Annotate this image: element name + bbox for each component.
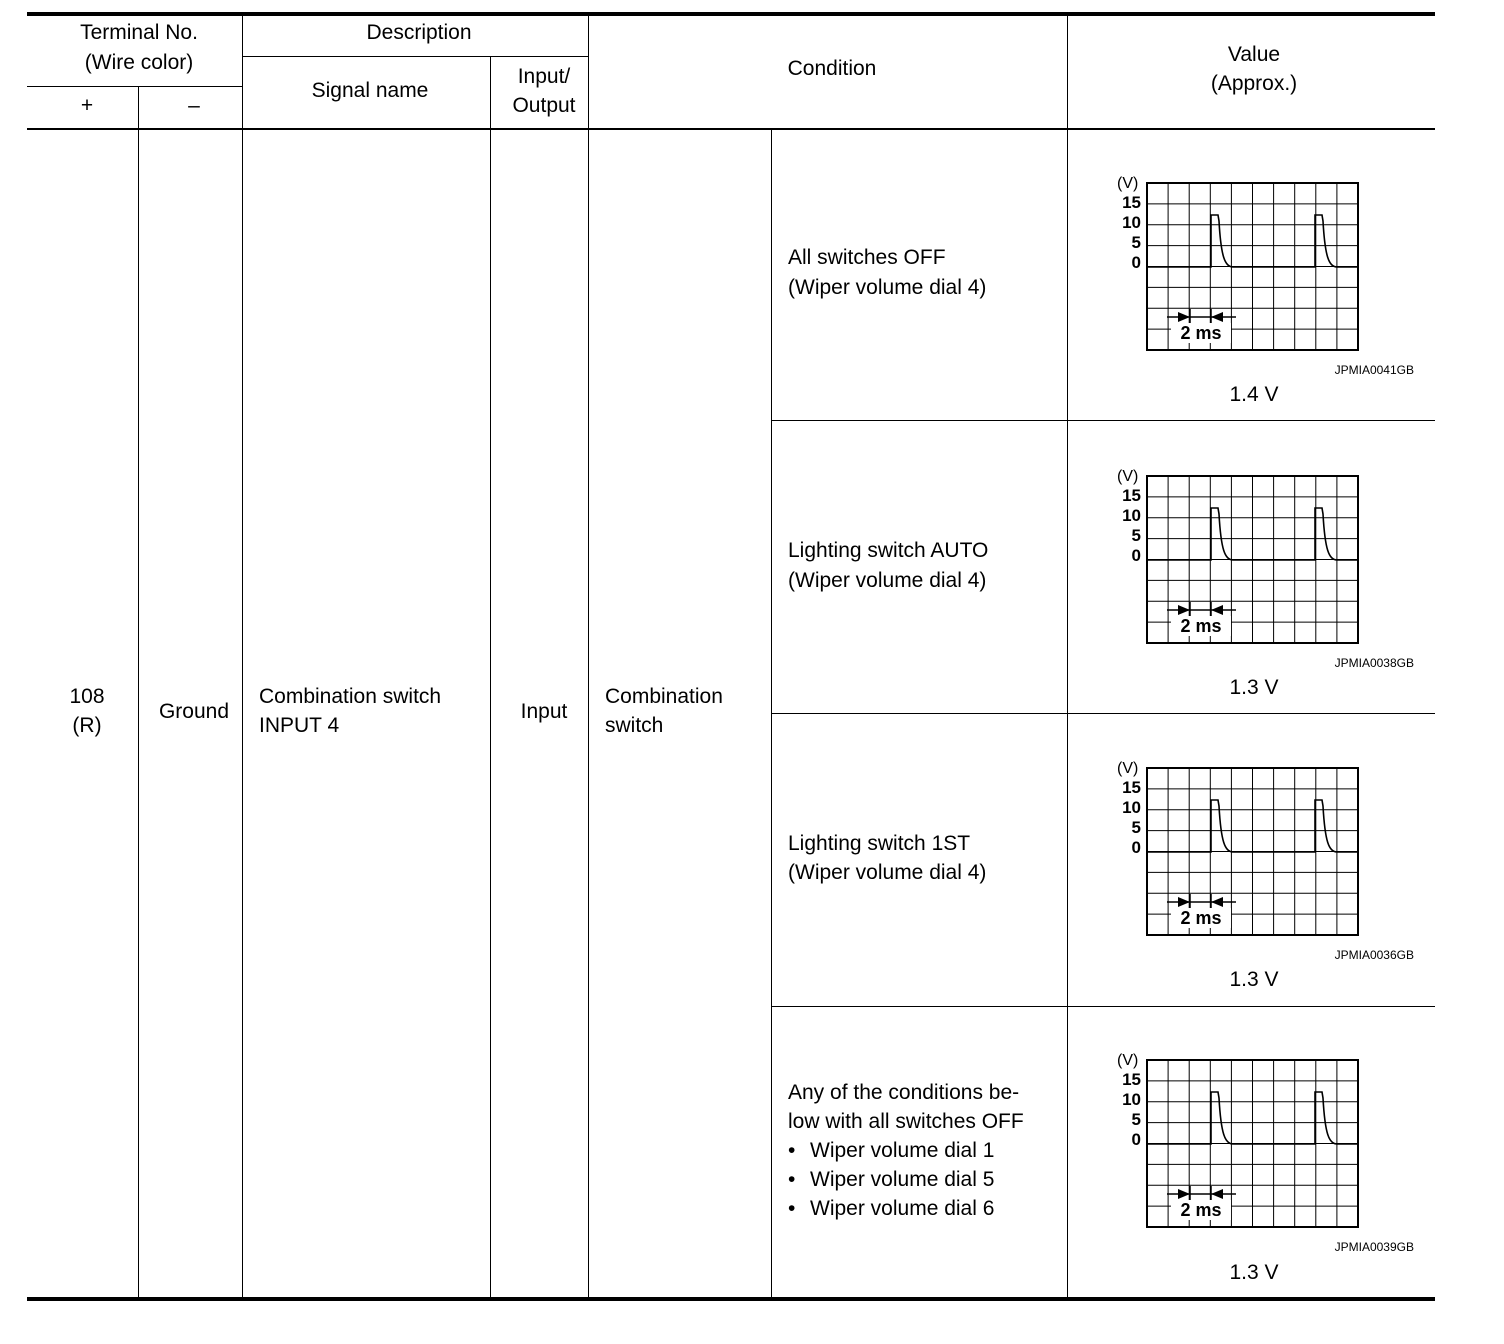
oscilloscope-chart-1 — [1114, 170, 1414, 385]
oscilloscope-svg — [1114, 755, 1414, 970]
time-marker-arrow — [1211, 1189, 1223, 1199]
oscilloscope-svg — [1114, 463, 1414, 678]
time-label: 2 ms — [1180, 1200, 1222, 1220]
tick-label: 5 — [1131, 526, 1141, 545]
tick-label: 0 — [1131, 253, 1141, 272]
header-input: Input/ — [517, 65, 571, 88]
condition-4-line2: low with all switches OFF — [788, 1110, 1024, 1133]
header-bottom-border — [27, 128, 1435, 130]
input-output-value: Input — [520, 700, 568, 723]
condition-1-line2: (Wiper volume dial 4) — [788, 276, 987, 299]
tick-label: 15 — [1122, 1070, 1141, 1089]
tick-label: 0 — [1131, 1130, 1141, 1149]
signal-name-line2: INPUT 4 — [259, 714, 340, 737]
terminal-underline — [27, 86, 243, 87]
condition-divider-3 — [772, 1006, 1435, 1007]
time-label: 2 ms — [1180, 908, 1222, 928]
time-marker-arrow — [1211, 897, 1223, 907]
time-marker-arrow — [1211, 312, 1223, 322]
condition-main-line1: Combination — [605, 685, 723, 708]
tick-label: 10 — [1122, 213, 1141, 232]
oscilloscope-chart-2 — [1114, 463, 1414, 678]
col-divider-desc-condition — [588, 14, 589, 1298]
terminal-plus-number: 108 — [69, 685, 105, 708]
tick-label: 15 — [1122, 486, 1141, 505]
header-condition: Condition — [787, 57, 877, 80]
header-terminal-no: Terminal No. — [80, 21, 198, 44]
header-wire-color: (Wire color) — [84, 51, 194, 74]
col-divider-terminal-desc — [242, 14, 243, 1298]
tick-label: 5 — [1131, 233, 1141, 252]
condition-2-line1: Lighting switch AUTO — [788, 539, 989, 562]
tick-label: 0 — [1131, 838, 1141, 857]
col-divider-signal-io — [490, 56, 491, 1298]
figure-code: JPMIA0038GB — [1334, 656, 1414, 670]
condition-4-bullets — [788, 1136, 994, 1223]
terminal-minus: Ground — [158, 700, 230, 723]
tick-label: 10 — [1122, 1090, 1141, 1109]
condition-4-line1: Any of the conditions be- — [788, 1081, 1020, 1104]
condition-divider-2 — [772, 713, 1435, 714]
table-top-border — [27, 12, 1435, 16]
unit-label: (V) — [1117, 468, 1139, 485]
time-marker-arrow — [1211, 605, 1223, 615]
tick-label: 15 — [1122, 778, 1141, 797]
condition-3-line2: (Wiper volume dial 4) — [788, 861, 987, 884]
unit-label: (V) — [1117, 1052, 1139, 1069]
figure-code: JPMIA0036GB — [1334, 948, 1414, 962]
oscilloscope-chart-4 — [1114, 1047, 1414, 1262]
oscilloscope-svg — [1114, 1047, 1414, 1262]
time-marker-arrow — [1178, 605, 1190, 615]
terminal-plus-color: (R) — [72, 714, 102, 737]
unit-label: (V) — [1117, 175, 1139, 192]
unit-label: (V) — [1117, 760, 1139, 777]
oscilloscope-chart-3 — [1114, 755, 1414, 970]
table-bottom-border — [27, 1297, 1435, 1301]
tick-label: 0 — [1131, 546, 1141, 565]
value-1: 1.4 V — [1229, 383, 1279, 406]
time-marker-arrow — [1178, 897, 1190, 907]
header-approx: (Approx.) — [1210, 72, 1298, 95]
time-label: 2 ms — [1180, 616, 1222, 636]
header-plus: + — [80, 94, 94, 117]
condition-divider-1 — [772, 420, 1435, 421]
header-minus: – — [188, 94, 200, 117]
time-marker-arrow — [1178, 1189, 1190, 1199]
condition-3-line1: Lighting switch 1ST — [788, 832, 971, 855]
value-4: 1.3 V — [1229, 1261, 1279, 1284]
bullet-item: • Wiper volume dial 5 — [788, 1165, 994, 1194]
figure-code: JPMIA0041GB — [1334, 363, 1414, 377]
tick-label: 15 — [1122, 193, 1141, 212]
col-divider-condition-sub — [771, 128, 772, 1298]
bullet-item: • Wiper volume dial 1 — [788, 1136, 994, 1165]
col-divider-plus-minus — [138, 86, 139, 1298]
time-label: 2 ms — [1180, 323, 1222, 343]
header-output: Output — [512, 94, 576, 117]
tick-label: 10 — [1122, 798, 1141, 817]
condition-main-line2: switch — [605, 714, 664, 737]
figure-code: JPMIA0039GB — [1334, 1240, 1414, 1254]
header-value: Value — [1227, 43, 1281, 66]
value-2: 1.3 V — [1229, 676, 1279, 699]
condition-2-line2: (Wiper volume dial 4) — [788, 569, 987, 592]
condition-1-line1: All switches OFF — [788, 246, 946, 269]
col-divider-condition-value — [1067, 14, 1068, 1298]
tick-label: 5 — [1131, 1110, 1141, 1129]
oscilloscope-svg — [1114, 170, 1414, 385]
description-underline — [243, 56, 589, 57]
tick-label: 5 — [1131, 818, 1141, 837]
tick-label: 10 — [1122, 506, 1141, 525]
signal-name-line1: Combination switch — [259, 685, 442, 708]
header-description: Description — [366, 21, 472, 44]
bullet-item: • Wiper volume dial 6 — [788, 1194, 994, 1223]
header-signal-name: Signal name — [311, 79, 429, 102]
time-marker-arrow — [1178, 312, 1190, 322]
value-3: 1.3 V — [1229, 968, 1279, 991]
